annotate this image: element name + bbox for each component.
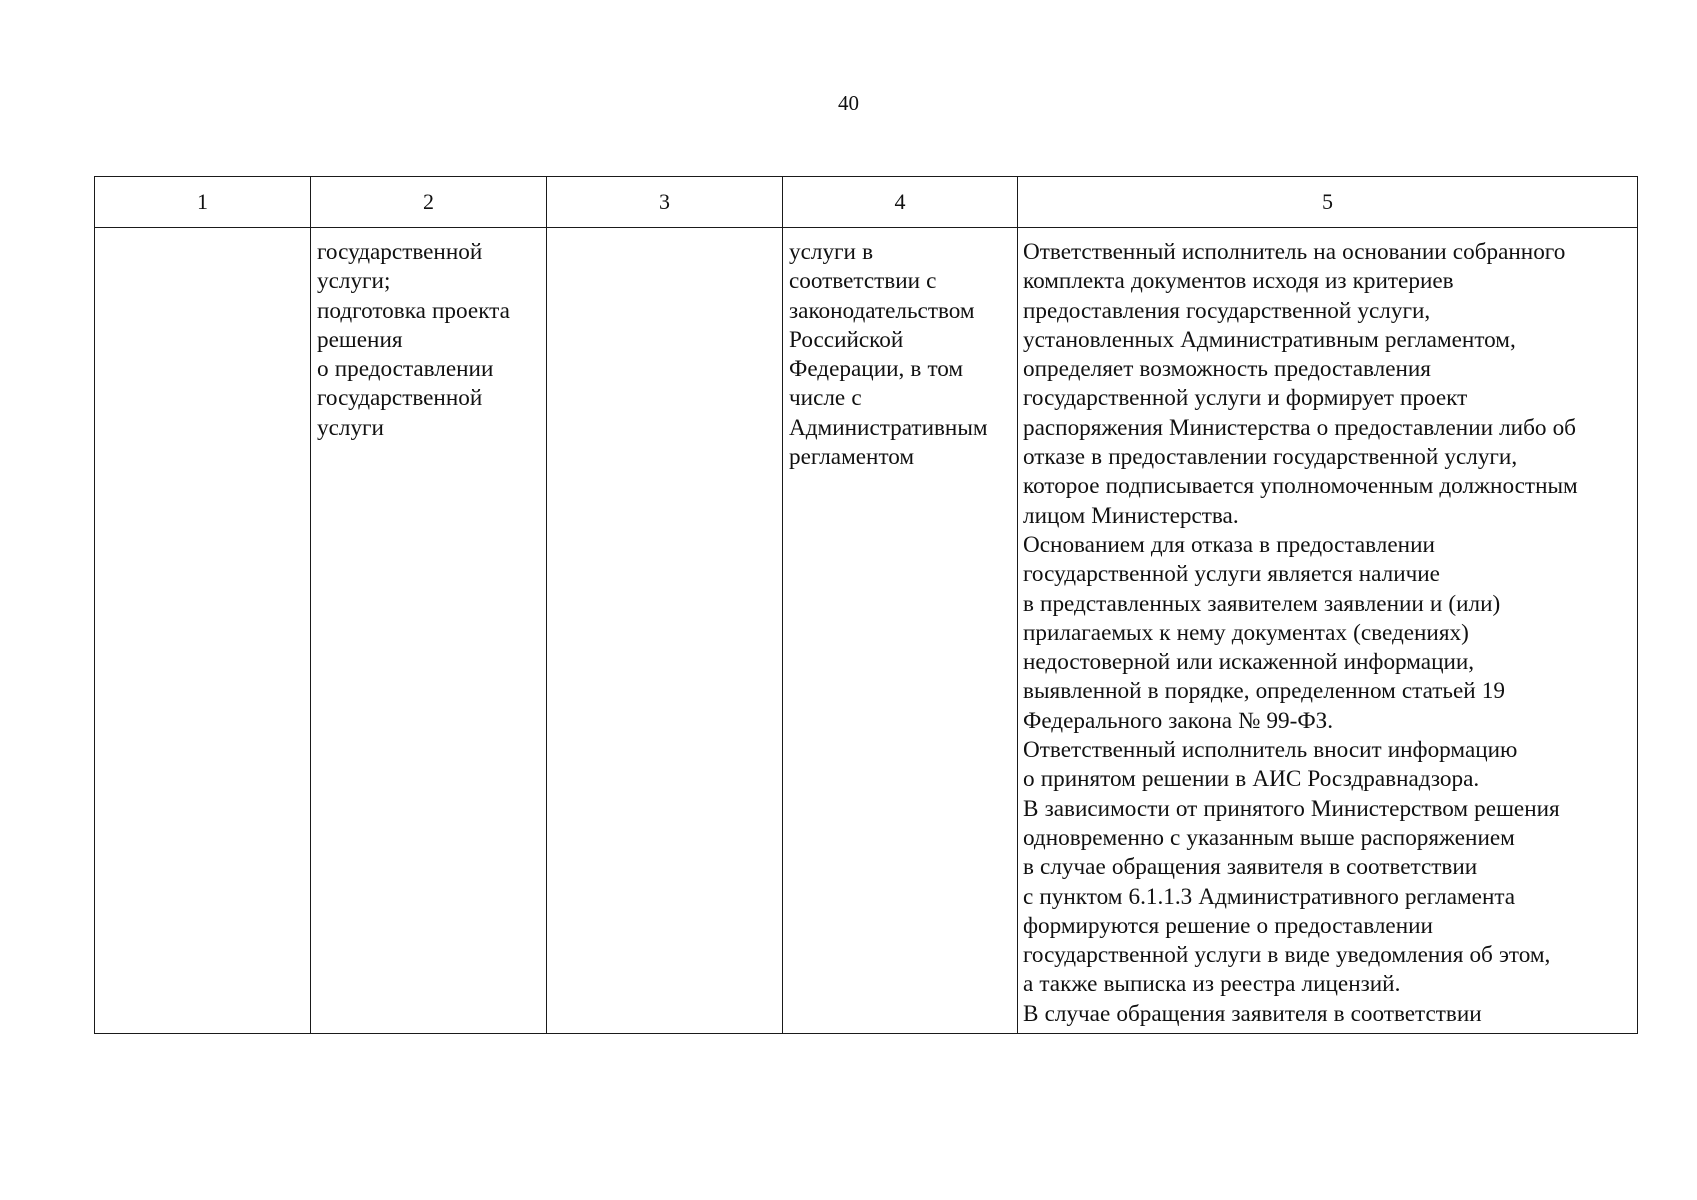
table-cell-col4 — [783, 228, 1018, 1034]
header-row — [95, 177, 1638, 228]
procedure-table — [94, 176, 1638, 1034]
cell-text-col4: услуги в соответствии с законодательством Российской Федерации, в том числе с Административным регламентом — [789, 239, 988, 471]
column-header-1: 1 — [95, 177, 311, 228]
cell-text-col3 — [547, 228, 782, 238]
cell-text-col5: Ответственный исполнитель на основании собранного комплекта документов исходя из критериев предоставления государственной услуги, установленных Административным регламентом, определяет возможность предоставления государственной услуги и формирует проект распоряжения Министерства о предоставлении либо об отказе в предоставлении государственной услуги, которое подписывается уполномоченным должностным лицом Министерства. Основанием для отказа в предоставлении государственной услуги является наличие в представленных заявителем заявлении и (или) прилагаемых к нему документах (сведениях) недостоверной или искаженной информации, выявленной в порядке, определенном статьей 19 Федерального закона № 99-ФЗ. Ответственный исполнитель вносит информацию о принятом решении в АИС Росздравнадзора. В зависимости от принятого Министерством решения одновременно с указанным выше распоряжением в случае обращения заявителя в соответствии с пунктом 6.1.1.3 Административного регламента формируются решение о предоставлении государственной услуги в виде уведомления об этом, а также выписка из реестра лицензий. В случае обращения заявителя в соответствии — [1023, 239, 1578, 1027]
table-cell-col2 — [311, 228, 547, 1034]
column-header-5: 5 — [1018, 177, 1638, 228]
table-cell-col3 — [547, 228, 783, 1034]
table-row — [95, 228, 1638, 1034]
cell-text-col2: государственной услуги; подготовка проекта решения о предоставлении государственной услуги — [317, 239, 510, 441]
table-cell-col1 — [95, 228, 311, 1034]
page-number: 40 — [838, 91, 859, 115]
table-cell-col5 — [1018, 228, 1638, 1034]
column-header-3: 3 — [547, 177, 783, 228]
cell-text-col1 — [95, 228, 310, 238]
column-header-4: 4 — [783, 177, 1018, 228]
column-header-2: 2 — [311, 177, 547, 228]
